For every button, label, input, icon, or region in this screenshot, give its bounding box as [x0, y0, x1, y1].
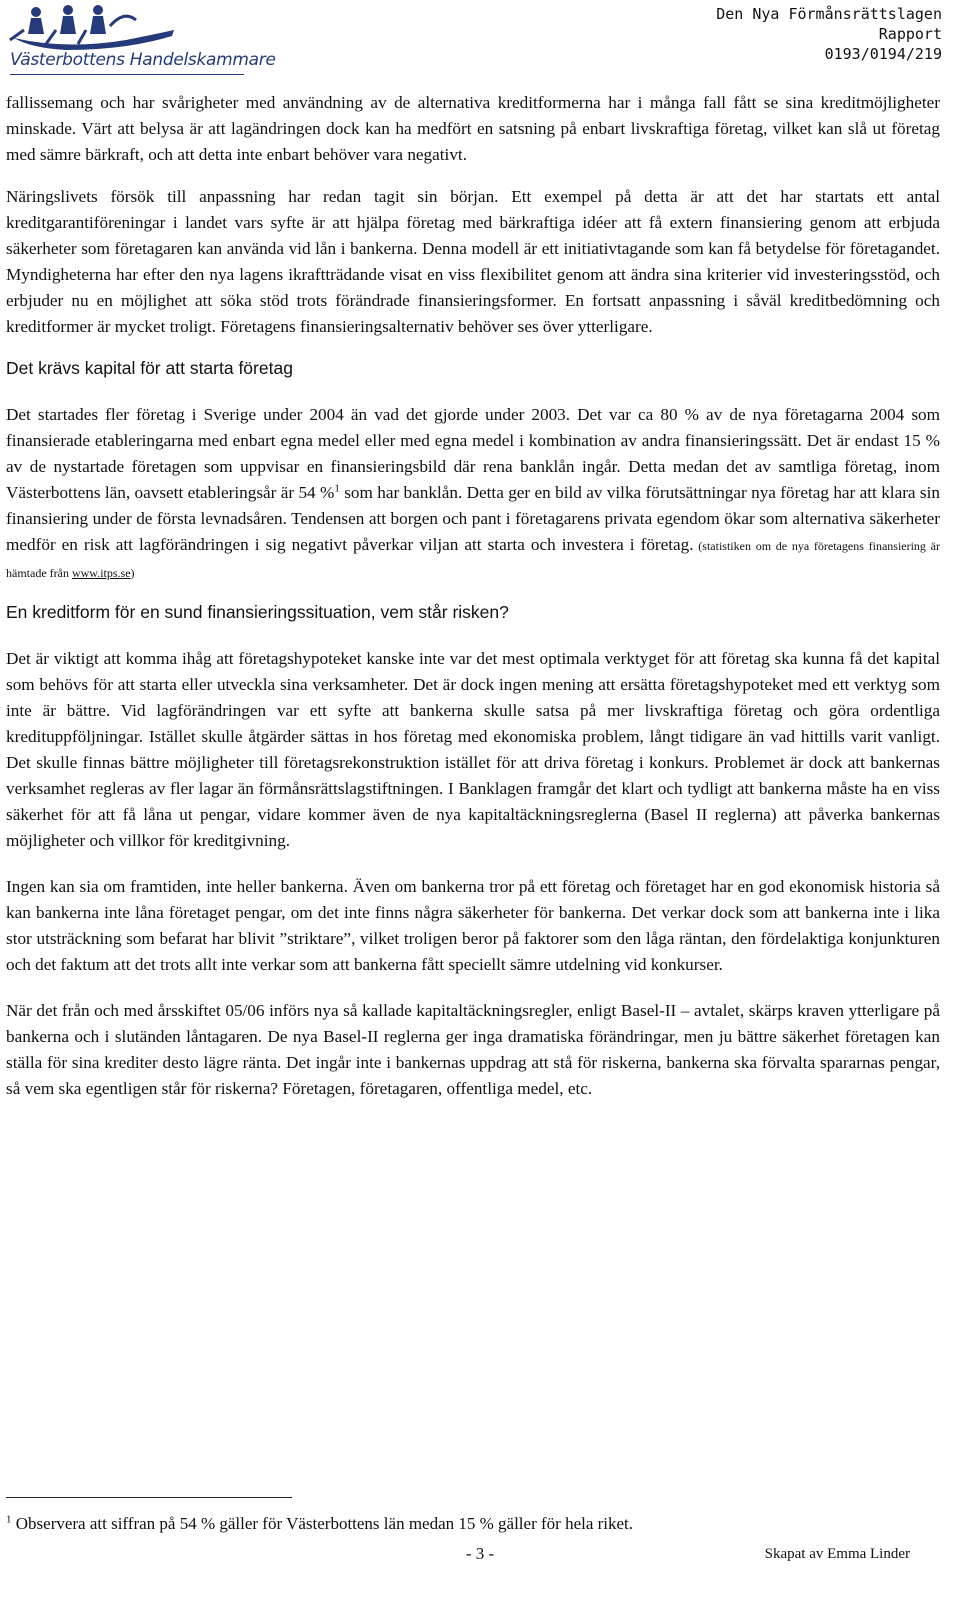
logo-underline — [10, 74, 244, 75]
rowing-boat-logo-icon — [6, 0, 246, 52]
paragraph-3-part-b: som har banklån. Detta ger en bild av vilka förutsättningar nya företag har att klara sin finansiering under de första levnadsåren. Tendensen att borgen och pant i företagarens privata egendom ökar som alternativa säkerheter medför en risk att lagförändringen i sig negativt påverkar viljan att starta och investera i företag. — [6, 483, 940, 554]
footnote-text: Observera att siffran på 54 % gäller för Västerbottens län medan 15 % gäller för hela riket. — [11, 1514, 634, 1533]
footnote-ref[interactable]: 1 — [334, 482, 340, 495]
source-note-text: (statistiken om de nya företagens finansiering är hämtade från — [6, 539, 940, 580]
author-credit: Skapat av Emma Linder — [764, 1546, 910, 1562]
document-number: 0193/0194/219 — [824, 45, 942, 63]
paragraph-2: Näringslivets försök till anpassning har redan tagit sin början. Ett exempel på detta är att det har startats ett antal kreditgarantiföreningar i landet vars syfte är att hjälpa företag med bärkraftiga idéer att få extern finansiering genom att erbjuda säkerheter som företagaren kan använda vid lån i bankerna. Denna modell är ett initiativtagande som kan få betydelse för företagandet. Myndigheterna har efter den nya lagens ikraftträdande visat en viss flexibilitet genom att ändra sina kriterier vid investeringsstöd, och erbjuder nu en möjlighet att söka stöd trots förändrade finansieringsformer. En fortsatt anpassning i såväl kreditbedömning och kreditformer är mycket troligt. Företagens finansieringsalternativ behöver ses över ytterligare. — [6, 187, 940, 336]
source-link[interactable]: www.itps.se — [71, 566, 131, 580]
footnote — [6, 1513, 633, 1535]
footnote-number: 1 — [6, 1513, 12, 1526]
document-title: Den Nya Förmånsrättslagen — [716, 5, 942, 23]
document-type: Rapport — [878, 25, 942, 43]
section-heading-capital: Det krävs kapital för att starta företag — [6, 358, 293, 378]
section-heading-credit: En kreditform för en sund finansieringssituation, vem står risken? — [6, 602, 509, 622]
source-note-close: ) — [130, 566, 135, 580]
paragraph-3-part-a: Det startades fler företag i Sverige under 2004 än vad det gjorde under 2003. Det var ca 80 % av de nya företagarna 2004 som finansierade etableringarna med enbart egna medel eller med egna medel i kombination av andra finansieringssätt. Det är endast 15 % av de nystartade företagen som uppvisar en finansieringsbild där rena banklån ingår. Detta medan det av samtliga företag, inom Västerbottens län, oavsett etableringsår är 54 % — [6, 405, 940, 502]
page-number: - 3 - — [465, 1544, 495, 1563]
paragraph-3 — [6, 402, 940, 586]
page-header — [0, 0, 960, 88]
logo-wordmark: Västerbottens Handelskammare — [10, 50, 276, 70]
paragraph-6: När det från och med årsskiftet 05/06 införs nya så kallade kapitaltäckningsregler, enligt Basel-II – avtalet, skärps kraven ytterligare på bankerna och i slutänden låntagaren. De nya Basel-II reglerna ger inga dramatiska förändringar, men ju bättre säkerhet företagen kan ställa för sina krediter desto lägre ränta. Det ingår inte i bankernas uppdrag att stå för riskerna, bankerna ska förvalta spararnas pengar, så vem ska egentligen står för riskerna? Företagen, företagaren, offentliga medel, etc. — [6, 1001, 940, 1098]
paragraph-5: Ingen kan sia om framtiden, inte heller bankerna. Även om bankerna tror på ett företag och företaget har en god ekonomisk historia så kan bankerna inte låna företaget pengar, om det inte finns några säkerheter för bankerna. Det verkar dock som att bankerna inte i lika stor utsträckning som befarat har blivit ”striktare”, vilket troligen beror på faktorer som den låga räntan, den fördelaktiga konjunkturen och det faktum att det trots allt inte verkar som att bankerna fått speciellt sämre utdelning vid konkurser. — [6, 877, 940, 974]
document-meta — [716, 4, 942, 64]
chamber-logo — [6, 0, 276, 78]
paragraph-1: fallissemang och har svårigheter med användning av de alternativa kreditformerna har i många fall fått se sina kreditmöjligheter minskade. Värt att belysa är att lagändringen dock kan ha medfört en satsning på enbart livskraftiga företag, vilket kan slå ut företag med sämre bärkraft, och att detta inte enbart behöver vara negativt. — [6, 93, 940, 164]
paragraph-4: Det är viktigt att komma ihåg att företagshypoteket kanske inte var det mest optimala verktyget för att företag ska kunna få det kapital som behövs för att starta eller utveckla sina verksamheter. Det är dock ingen mening att ersätta företagshypoteket med ett verktyg som inte är bättre. Vid lagförändringen var ett syfte att bankerna skulle satsa på mer livskraftiga företag och göra ordentliga kredituppföljningar. Istället skulle åtgärder sättas in hos företag med ekonomiska problem, långt tidigare än vad hittills varit vanligt. Det skulle finnas bättre möjligheter till företagsrekonstruktion istället för att driva företag i konkurs. Problemet är dock att bankernas verksamhet regleras av fler lagar än förmånsrättslagstiftningen. I Banklagen framgår det klart och tydligt att bankerna måste ha en viss säkerhet för att få låna ut pengar, vidare kommer även de nya kapitaltäckningsreglerna (Basel II reglerna) att påverka bankernas möjligheter och villkor för kreditgivning. — [6, 649, 940, 850]
footnote-divider — [6, 1497, 292, 1498]
page-body — [6, 90, 940, 1102]
